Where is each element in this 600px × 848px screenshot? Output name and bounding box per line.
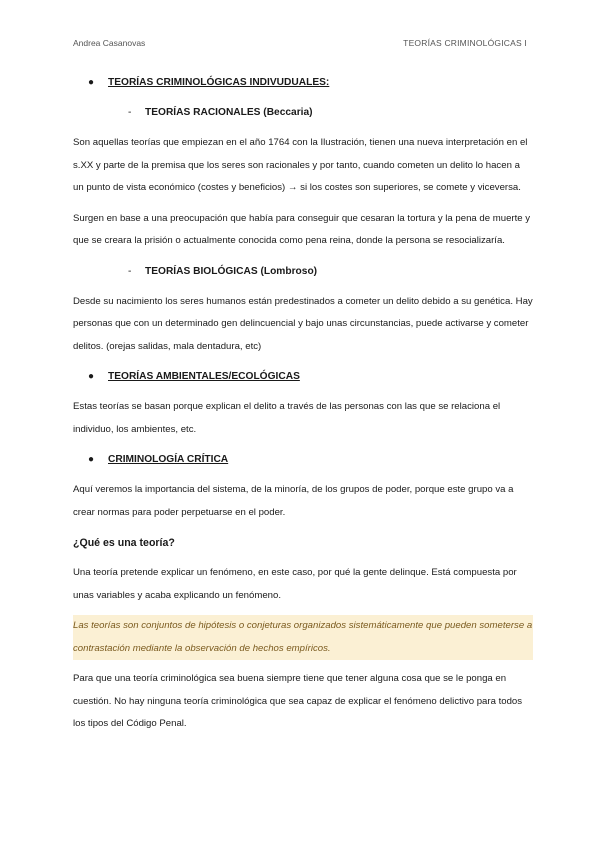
paragraph-environmental: Estas teorías se basan porque explican el delito a través de las personas con las que se relaciona el individuo, los ambientes, etc. [73, 401, 501, 435]
header-author: Andrea Casanovas [73, 38, 146, 48]
heading-text: TEORÍAS AMBIENTALES/ECOLÓGICAS [108, 371, 300, 382]
paragraph-theory-definition: Una teoría pretende explicar un fenómeno, en este caso, por qué la gente delinque. Está compuesta por unas variables y acaba explicando un fenómeno. [73, 567, 517, 601]
paragraph-rational-1: Son aquellas teorías que empiezan en el año 1764 con la Ilustración, tienen una nueva interpretación en el s.XX y parte de la premisa que los seres son racionales y por tanto, cuando cometen un delito lo hacen a un punto de vista económico (costes y beneficios) → si los costes son superiores, se comete y viceversa. [73, 137, 528, 193]
bullet-icon: ● [88, 77, 95, 88]
header-title: TEORÍAS CRIMINOLÓGICAS I [403, 38, 527, 48]
subheading-biological-theories [73, 261, 533, 283]
paragraph-good-theory: Para que una teoría criminológica sea buena siempre tiene que tener alguna cosa que se le ponga en cuestión. No hay ninguna teoría criminológica que sea capaz de explicar el fenómeno delictivo para todos los tipos del Código Penal. [73, 673, 523, 729]
heading-critical-criminology [73, 449, 533, 471]
subheading-rational-theories [73, 102, 533, 124]
heading-individual-theories [73, 72, 533, 94]
subheading-text: TEORÍAS RACIONALES (Beccaria) [145, 107, 313, 118]
highlighted-definition: Las teorías son conjuntos de hipótesis o conjeturas organizados sistemáticamente que pueden someterse a contrastación mediante la observación de hechos empíricos. [73, 615, 533, 660]
dash-marker: - [128, 107, 132, 118]
paragraph-critical: Aquí veremos la importancia del sistema, de la minoría, de los grupos de poder, porque este grupo va a crear normas para poder perpetuarse en el poder. [73, 484, 514, 518]
question-heading: ¿Qué es una teoría? [73, 537, 175, 549]
paragraph-rational-2: Surgen en base a una preocupación que había para conseguir que cesaran la tortura y la pena de muerte y que se creara la prisión o actualmente conocida como pena reina, donde la persona se resocializaría. [73, 212, 531, 246]
document-body [73, 72, 533, 744]
heading-environmental-theories [73, 366, 533, 388]
heading-text: TEORÍAS CRIMINOLÓGICAS INDIVUDUALES: [108, 77, 330, 88]
paragraph-biological: Desde su nacimiento los seres humanos están predestinados a cometer un delito debido a su genética. Hay personas que con un determinado gen delincuencial y bajo unas circunstancias, puede activarse y cometer delitos. (orejas salidas, mala dentadura, etc) [73, 295, 533, 352]
bullet-icon: ● [88, 454, 95, 465]
bullet-icon: ● [88, 371, 95, 382]
dash-marker: - [128, 265, 132, 277]
subheading-text: TEORÍAS BIOLÓGICAS (Lombroso) [145, 265, 318, 277]
heading-text: CRIMINOLOGÍA CRÍTICA [108, 454, 229, 465]
